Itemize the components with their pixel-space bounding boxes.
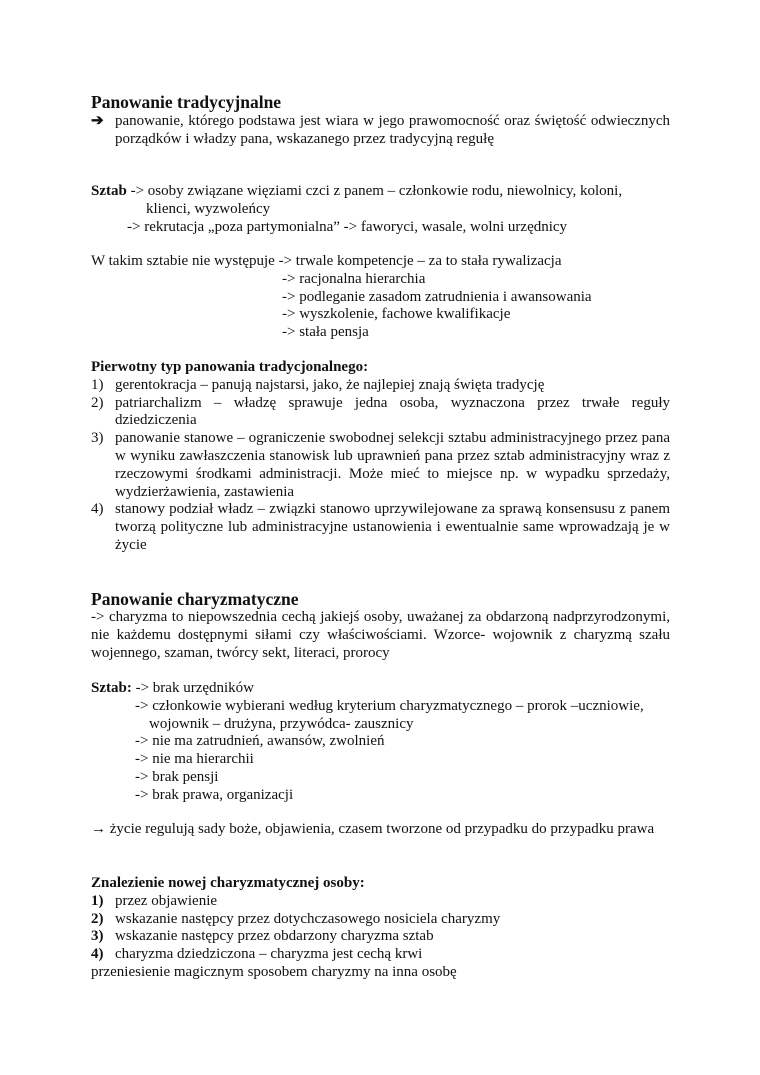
item-number: 3) [91,430,104,447]
right-arrow-icon: → [91,821,110,837]
finding-new-person [91,875,670,982]
staff-item: -> nie ma hierarchii [135,751,254,768]
item-number: 1) [91,892,104,909]
item-text: charyzma dziedziczona – charyzma jest cechą krwi [115,946,423,963]
list-item [91,377,670,395]
finding-heading: Znalezienie nowej charyzmatycznej osoby: [91,875,365,891]
staff-label: Sztab: [91,680,132,696]
staff-item: -> członkowie wybierani według kryterium charyzmatycznego – prorok –uczniowie, [135,697,644,714]
absent-item: -> wyszkolenie, fachowe kwalifikacje [282,306,511,323]
item-text: panowanie stanowe – ograniczenie swobodnej selekcji sztabu administracyjnego przez pana w wyniku zawłaszczenia stanowisk lub uprawnień pana przez sztab administracyjny wraz z rzeczowymi środkami administracji. Może mieć to miejsce np. w wypadku sprzedaży, wydzierżawienia, zastawienia [115,430,670,500]
staff-item: -> brak pensji [135,768,219,785]
charismatic-definition: -> charyzma to niepowszednia cechą jakiejś osoby, uważanej za obdarzoną nadprzyrodzonymi, nie każdemu dostępnymi siłami czy właściwościami. Wzorce- wojownik z charyzmą szału wojennego, szaman, twórcy sekt, literaci, prorocy [91,609,670,661]
absent-item: -> trwale kompetencje – za to stała rywalizacja [278,253,562,269]
list-item [91,946,670,964]
absent-intro: W takim sztabie nie występuje [91,253,279,269]
traditional-staff [91,183,670,236]
item-text: wskazanie następcy przez obdarzony charyzma sztab [115,928,434,945]
traditional-definition [91,113,670,149]
item-number: 4) [91,946,104,963]
absent-features [91,253,670,342]
item-text: przez objawienie [115,892,218,909]
staff-item: -> brak urzędników [131,680,255,696]
list-item [91,501,670,554]
charismatic-staff [91,680,670,805]
absent-item: -> racjonalna hierarchia [282,270,426,287]
definition-text: panowanie, którego podstawa jest wiara w jego prawomocność oraz świętość odwiecznych porządków i władzy pana, wskazanego przez tradycyjną regułę [115,113,670,147]
list-item [91,395,670,431]
list-item [91,911,670,929]
staff-line: klienci, wyzwoleńcy [146,200,271,217]
types-heading: Pierwotny typ panowania tradycjonalnego: [91,359,369,375]
closing-line: przeniesienie magicznym sposobem charyzmy na inna osobę [91,963,457,980]
charismatic-arrow-note [91,821,670,839]
section-title-traditional: Panowanie tradycyjnalne [91,92,282,112]
item-number: 4) [91,501,104,518]
absent-item: -> podleganie zasadom zatrudnienia i awansowania [282,288,592,305]
item-text: stanowy podział władz – związki stanowo uprzywilejowane za sprawą konsensusu z panem tworzą polityczne lub administracyjne ustanowienia i ewentualnie same wprowadzają je w życie [115,501,670,553]
staff-item: wojownik – drużyna, przywódca- zausznicy [149,715,414,732]
list-item [91,928,670,946]
item-text: gerentokracja – panują najstarsi, jako, że najlepiej znają święta tradycję [115,376,545,393]
list-item [91,430,670,501]
staff-line: -> osoby związane więziami czci z panem – członkowie rodu, niewolnicy, koloni, [126,183,623,199]
section-title-charismatic: Panowanie charyzmatyczne [91,589,299,609]
staff-line: -> rekrutacja „poza partymonialna” -> faworyci, wasale, wolni urzędnicy [127,218,568,235]
item-number: 3) [91,928,104,945]
absent-item: -> stała pensja [282,324,369,341]
right-arrow-icon: ➔ [91,113,104,129]
traditional-types [91,359,670,555]
staff-label: Sztab [91,183,127,199]
item-number: 2) [91,910,104,927]
staff-item: -> brak prawa, organizacji [135,786,294,803]
item-text: patriarchalizm – władzę sprawuje jedna osoba, wyznaczona przez trwałe reguły dziedziczenia [115,394,670,429]
item-text: wskazanie następcy przez dotychczasowego nosiciela charyzmy [115,910,501,927]
item-number: 1) [91,376,104,393]
staff-item: -> nie ma zatrudnień, awansów, zwolnień [135,733,385,750]
item-number: 2) [91,394,104,411]
list-item [91,893,670,911]
arrow-note-text: życie regulują sady boże, objawienia, czasem tworzone od przypadku do przypadku prawa [109,821,655,837]
